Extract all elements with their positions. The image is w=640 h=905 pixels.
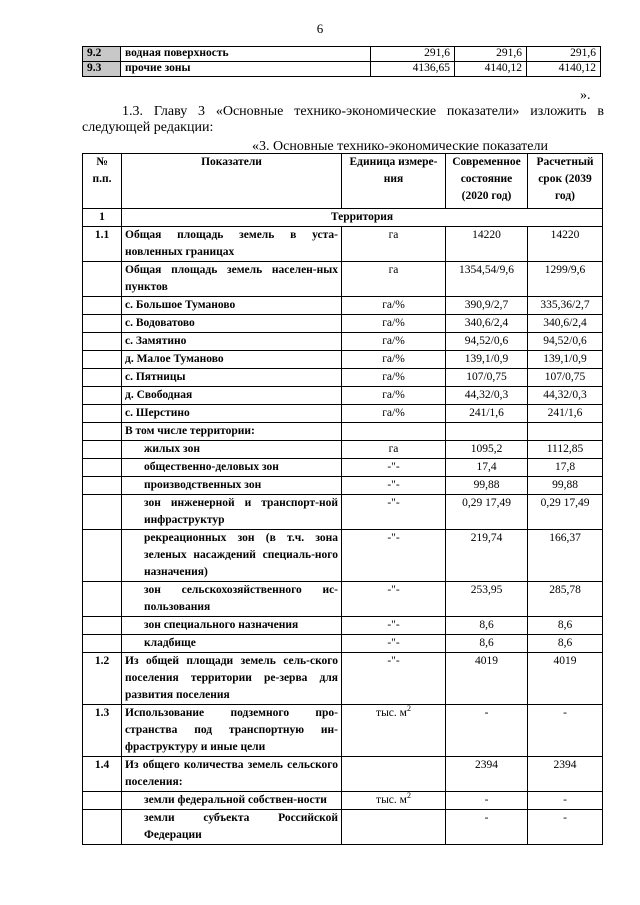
row-num (83, 262, 122, 297)
row-projected: 2394 (528, 757, 603, 792)
row-unit-text: -"- (387, 532, 400, 544)
row-num (83, 530, 122, 582)
row-current: 94,52/0,6 (446, 333, 528, 351)
row-num (83, 635, 122, 653)
row-label: земли федеральной собствен-ности (122, 792, 342, 810)
row-projected: 107/0,75 (528, 369, 603, 387)
row-label: с. Замятино (122, 333, 342, 351)
row-unit-text: -"- (387, 619, 400, 631)
table-row (83, 495, 603, 530)
row-projected: 285,78 (528, 582, 603, 617)
table-row (83, 477, 603, 495)
row-unit (342, 495, 446, 530)
row-current: 0,29 17,49 (446, 495, 528, 530)
table-row (83, 262, 603, 297)
table-row (83, 635, 603, 653)
row-projected: 44,32/0,3 (528, 387, 603, 405)
row-current: - (446, 810, 528, 845)
row-unit-text: га (388, 264, 399, 276)
top-row-label: водная поверхность (121, 47, 371, 62)
row-projected: 1299/9,6 (528, 262, 603, 297)
row-current: 107/0,75 (446, 369, 528, 387)
row-label: с. Пятницы (122, 369, 342, 387)
row-unit-text: га/% (382, 389, 405, 401)
row-projected: - (528, 705, 603, 757)
row-num (83, 459, 122, 477)
table-row (83, 405, 603, 423)
row-label: Общая площадь земель населен-ных пунктов (122, 262, 342, 297)
row-label: д. Свободная (122, 387, 342, 405)
row-unit-text: га/% (382, 317, 405, 329)
header-current: Современное состояние (2020 год) (446, 154, 528, 209)
top-row-value: 4140,12 (455, 62, 527, 77)
table-row (83, 459, 603, 477)
table-row (83, 423, 603, 441)
row-unit-text: -"- (387, 479, 400, 491)
row-unit-superscript: 2 (406, 791, 411, 801)
table-row (83, 810, 603, 845)
table-row (83, 333, 603, 351)
top-row-value: 4140,12 (527, 62, 601, 77)
row-label: В том числе территории: (122, 423, 342, 441)
row-unit (342, 387, 446, 405)
row-num (83, 369, 122, 387)
row-current: 1354,54/9,6 (446, 262, 528, 297)
table-row (83, 705, 603, 757)
row-num (83, 495, 122, 530)
top-table (82, 46, 601, 77)
row-unit (342, 441, 446, 459)
row-unit-superscript: 2 (406, 704, 411, 714)
row-unit-text: га/% (382, 335, 405, 347)
row-current: 99,88 (446, 477, 528, 495)
row-label: кладбище (122, 635, 342, 653)
row-unit-text: га (388, 443, 399, 455)
row-label: с. Шерстино (122, 405, 342, 423)
row-label: Из общей площади земель сель-ского поселения территории ре-зерва для развития поселения (122, 653, 342, 705)
row-unit-text: -"- (387, 637, 400, 649)
row-unit (342, 530, 446, 582)
row-num (83, 315, 122, 333)
table-row (83, 653, 603, 705)
header-projected: Расчетный срок (2039 год) (528, 154, 603, 209)
row-current: 241/1,6 (446, 405, 528, 423)
row-current: - (446, 705, 528, 757)
row-current: 17,4 (446, 459, 528, 477)
row-label: рекреационных зон (в т.ч. зона зеленых насаждений специаль-ного назначения) (122, 530, 342, 582)
row-current: 8,6 (446, 617, 528, 635)
top-row-value: 291,6 (527, 47, 601, 62)
row-unit (342, 333, 446, 351)
row-num (83, 333, 122, 351)
row-label: Использование подземного про-странства под транспортную ин-фраструктуру и иные цели (122, 705, 342, 757)
top-table-row (83, 47, 601, 62)
row-label: Общая площадь земель в уста-новленных границах (122, 227, 342, 262)
row-projected: 0,29 17,49 (528, 495, 603, 530)
table-row (83, 617, 603, 635)
row-unit (342, 227, 446, 262)
table-row (83, 227, 603, 262)
row-unit-text: тыс. м (376, 794, 407, 806)
row-unit (342, 810, 446, 845)
row-label: производственных зон (122, 477, 342, 495)
row-num: 1.1 (83, 227, 122, 262)
row-current (446, 423, 528, 441)
row-label: д. Малое Туманово (122, 351, 342, 369)
row-unit (342, 635, 446, 653)
top-row-num: 9.3 (83, 62, 121, 77)
row-current: 139,1/0,9 (446, 351, 528, 369)
top-row-label: прочие зоны (121, 62, 371, 77)
row-num (83, 405, 122, 423)
row-projected: 241/1,6 (528, 405, 603, 423)
row-unit-text: -"- (387, 497, 400, 509)
row-unit-text: га/% (382, 371, 405, 383)
row-projected: 8,6 (528, 635, 603, 653)
row-projected: 166,37 (528, 530, 603, 582)
row-projected: 1112,85 (528, 441, 603, 459)
page-number: 6 (316, 21, 324, 36)
section-row (83, 209, 603, 227)
row-unit (342, 315, 446, 333)
table-row (83, 297, 603, 315)
row-projected: 340,6/2,4 (528, 315, 603, 333)
row-unit (342, 351, 446, 369)
row-projected: - (528, 792, 603, 810)
row-current: 1095,2 (446, 441, 528, 459)
row-projected: 8,6 (528, 617, 603, 635)
row-num (83, 423, 122, 441)
row-current: 253,95 (446, 582, 528, 617)
row-unit (342, 262, 446, 297)
table-caption: «3. Основные технико-экономические показатели (252, 139, 548, 154)
row-unit (342, 405, 446, 423)
row-unit (342, 757, 446, 792)
row-label: с. Большое Туманово (122, 297, 342, 315)
table-row (83, 369, 603, 387)
row-num: 1.4 (83, 757, 122, 792)
row-current: 390,9/2,7 (446, 297, 528, 315)
row-current: 4019 (446, 653, 528, 705)
row-unit (342, 705, 446, 757)
section-num: 1 (83, 209, 122, 227)
header-unit: Единица измере-ния (342, 154, 446, 209)
top-table-row (83, 62, 601, 77)
row-unit-text: га/% (382, 353, 405, 365)
row-label: Из общего количества земель сельского поселения: (122, 757, 342, 792)
table-row (83, 757, 603, 792)
row-num (83, 351, 122, 369)
table-row (83, 792, 603, 810)
table-row (83, 315, 603, 333)
row-num (83, 297, 122, 315)
row-num (83, 582, 122, 617)
row-num (83, 477, 122, 495)
paragraph: 1.3. Главу 3 «Основные технико-экономические показатели» изложить в следующей редакции: (82, 104, 604, 135)
row-current: 8,6 (446, 635, 528, 653)
top-row-value: 291,6 (455, 47, 527, 62)
row-current: 44,32/0,3 (446, 387, 528, 405)
row-unit (342, 423, 446, 441)
row-num (83, 387, 122, 405)
row-label: жилых зон (122, 441, 342, 459)
row-num: 1.2 (83, 653, 122, 705)
row-unit (342, 459, 446, 477)
top-row-value: 4136,65 (371, 62, 455, 77)
row-label: зон специального назначения (122, 617, 342, 635)
row-unit-text: га (388, 229, 399, 241)
row-label: зон инженерной и транспорт-ной инфраструктур (122, 495, 342, 530)
row-unit (342, 369, 446, 387)
row-projected: - (528, 810, 603, 845)
row-projected: 94,52/0,6 (528, 333, 603, 351)
row-projected: 17,8 (528, 459, 603, 477)
row-unit-text: га/% (382, 407, 405, 419)
row-label: общественно-деловых зон (122, 459, 342, 477)
row-unit-text: -"- (387, 655, 400, 667)
top-row-num: 9.2 (83, 47, 121, 62)
row-current: 14220 (446, 227, 528, 262)
row-label: с. Водоватово (122, 315, 342, 333)
row-projected: 335,36/2,7 (528, 297, 603, 315)
row-num (83, 810, 122, 845)
table-row (83, 441, 603, 459)
row-label: земли субъекта Российской Федерации (122, 810, 342, 845)
row-unit-text: тыс. м (376, 707, 407, 719)
indicators-table (82, 153, 603, 845)
row-current: 219,74 (446, 530, 528, 582)
top-row-value: 291,6 (371, 47, 455, 62)
row-projected: 4019 (528, 653, 603, 705)
table-header-row (83, 154, 603, 209)
row-unit (342, 653, 446, 705)
row-projected: 99,88 (528, 477, 603, 495)
row-projected (528, 423, 603, 441)
row-num (83, 441, 122, 459)
section-title: Территория (122, 209, 603, 227)
row-label: зон сельскохозяйственного ис-пользования (122, 582, 342, 617)
row-unit (342, 477, 446, 495)
row-current: - (446, 792, 528, 810)
row-unit-text: -"- (387, 461, 400, 473)
row-num (83, 792, 122, 810)
row-unit (342, 582, 446, 617)
row-unit-text: -"- (387, 584, 400, 596)
row-unit (342, 617, 446, 635)
table-row (83, 351, 603, 369)
quote-end: ». (580, 88, 591, 103)
row-projected: 14220 (528, 227, 603, 262)
row-unit (342, 792, 446, 810)
header-num: № п.п. (83, 154, 122, 209)
row-num (83, 617, 122, 635)
row-unit (342, 297, 446, 315)
table-row (83, 387, 603, 405)
row-num: 1.3 (83, 705, 122, 757)
table-row (83, 582, 603, 617)
row-current: 2394 (446, 757, 528, 792)
table-row (83, 530, 603, 582)
header-indicator: Показатели (122, 154, 342, 209)
row-unit-text: га/% (382, 299, 405, 311)
row-projected: 139,1/0,9 (528, 351, 603, 369)
row-current: 340,6/2,4 (446, 315, 528, 333)
